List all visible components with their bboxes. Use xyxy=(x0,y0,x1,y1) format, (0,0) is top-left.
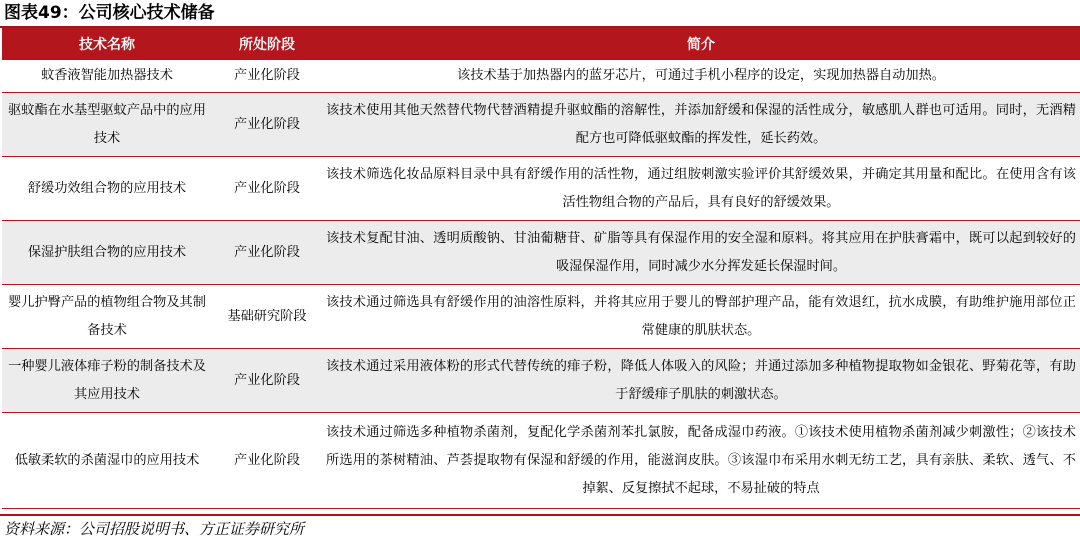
table-row xyxy=(2,221,1080,285)
description: 该技术通过采用液体粉的形式代替传统的痱子粉，降低人体吸入的风险；并通过添加多种植物提取物如金银花、野菊花等，有助于舒缓痱子肌肤的刺激状态。 xyxy=(322,349,1080,413)
source-note: 资料来源：公司招股说明书、方正证券研究所 xyxy=(4,520,305,538)
stage: 基础研究阶段 xyxy=(212,285,322,349)
technology-name: 低敏柔软的杀菌湿巾的应用技术 xyxy=(2,413,212,509)
description: 该技术通过筛选多种植物杀菌剂，复配化学杀菌剂苯扎氯胺，配备成湿巾药液。①该技术使用植物杀菌剂减少刺激性；②该技术所选用的茶树精油、芦荟提取物有保湿和舒缓的作用，能滋润皮肤。③该湿巾布采用水刺无纺工艺，具有亲肤、柔软、透气、不掉絮、反复擦拭不起球，不易扯破的特点 xyxy=(322,413,1080,509)
technology-name: 婴儿护臀产品的植物组合物及其制备技术 xyxy=(2,285,212,349)
header-stage: 所处阶段 xyxy=(212,28,322,60)
stage: 产业化阶段 xyxy=(212,93,322,157)
stage: 产业化阶段 xyxy=(212,349,322,413)
stage: 产业化阶段 xyxy=(212,60,322,93)
header-description: 简介 xyxy=(322,28,1080,60)
core-technology-table xyxy=(2,28,1080,509)
description: 该技术使用其他天然替代物代替酒精提升驱蚊酯的溶解性，并添加舒缓和保湿的活性成分，敏感肌人群也可适用。同时，无酒精配方也可降低驱蚊酯的挥发性，延长药效。 xyxy=(322,93,1080,157)
description: 该技术基于加热器内的蓝牙芯片，可通过手机小程序的设定，实现加热器自动加热。 xyxy=(322,60,1080,93)
table-row xyxy=(2,157,1080,221)
stage: 产业化阶段 xyxy=(212,413,322,509)
stage: 产业化阶段 xyxy=(212,221,322,285)
technology-name: 蚊香液智能加热器技术 xyxy=(2,60,212,93)
table-row xyxy=(2,413,1080,509)
description: 该技术复配甘油、透明质酸钠、甘油葡糖苷、矿脂等具有保湿作用的安全湿和原料。将其应用在护肤膏霜中，既可以起到较好的吸湿保湿作用，同时减少水分挥发延长保湿时间。 xyxy=(322,221,1080,285)
stage: 产业化阶段 xyxy=(212,157,322,221)
header-technology-name: 技术名称 xyxy=(2,28,212,60)
figure-caption: 图表49：公司核心技术储备 xyxy=(4,3,215,23)
table-row xyxy=(2,93,1080,157)
table-row xyxy=(2,285,1080,349)
technology-name: 一种婴儿液体痱子粉的制备技术及其应用技术 xyxy=(2,349,212,413)
table-header-row xyxy=(2,28,1080,60)
table-row xyxy=(2,349,1080,413)
technology-name: 保湿护肤组合物的应用技术 xyxy=(2,221,212,285)
table-row xyxy=(2,60,1080,93)
technology-name: 舒缓功效组合物的应用技术 xyxy=(2,157,212,221)
description: 该技术筛选化妆品原料目录中具有舒缓作用的活性物，通过组胺刺激实验评价其舒缓效果，并确定其用量和配比。在使用含有该活性物组合物的产品后，具有良好的舒缓效果。 xyxy=(322,157,1080,221)
description: 该技术通过筛选具有舒缓作用的油溶性原料，并将其应用于婴儿的臀部护理产品，能有效退红，抗水成膜，有助维护施用部位正常健康的肌肤状态。 xyxy=(322,285,1080,349)
table-bottom-divider xyxy=(0,514,1080,516)
technology-name: 驱蚊酯在水基型驱蚊产品中的应用技术 xyxy=(2,93,212,157)
